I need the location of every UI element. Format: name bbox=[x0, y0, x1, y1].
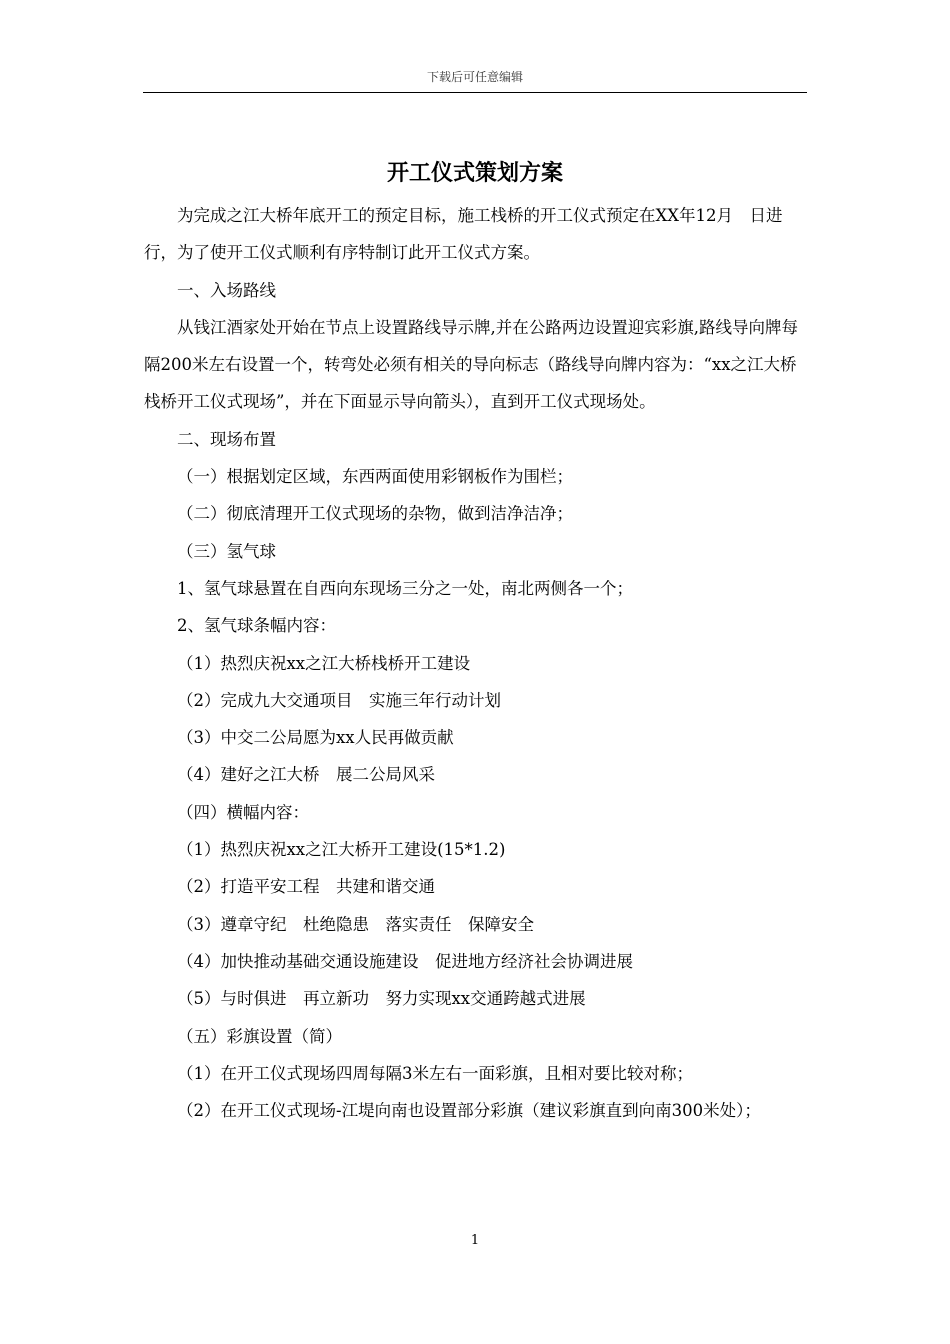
list-item: （3）遵章守纪 杜绝隐患 落实责任 保障安全 bbox=[177, 914, 534, 934]
list-item: （2）完成九大交通项目 实施三年行动计划 bbox=[177, 690, 501, 710]
list-item: （5）与时俱进 再立新功 努力实现xx交通跨越式进展 bbox=[177, 989, 586, 1009]
list-item: （一）根据划定区域，东西两面使用彩钢板作为围栏； bbox=[177, 467, 573, 487]
intro-paragraph: 为完成之江大桥年底开工的预定目标，施工栈桥的开工仪式预定在XX年12月 日进行，为了使开工仪式顺利有序特制订此开工仪式方案。 bbox=[144, 206, 783, 263]
list-item: （4）建好之江大桥 展二公局风采 bbox=[177, 765, 435, 785]
document-body bbox=[144, 197, 808, 1129]
list-item: （2）打造平安工程 共建和谐交通 bbox=[177, 877, 435, 897]
list-item: （二）彻底清理开工仪式现场的杂物，做到洁净洁净； bbox=[177, 504, 573, 524]
page-number: 1 bbox=[470, 1233, 480, 1248]
section-heading-layout: 二、现场布置 bbox=[177, 429, 276, 449]
list-item: （4）加快推动基础交通设施建设 促进地方经济社会协调进展 bbox=[177, 951, 633, 971]
list-item: （三）氢气球 bbox=[177, 541, 276, 561]
route-paragraph: 从钱江酒家处开始在节点上设置路线导示牌,并在公路两边设置迎宾彩旗,路线导向牌每隔200米左右设置一个，转弯处必须有相关的导向标志（路线导向牌内容为：“xx之江大桥栈桥开工仪式现场”，并在下面显示导向箭头），直到开工仪式现场处。 bbox=[144, 317, 798, 412]
header-note: 下载后可任意编辑 bbox=[426, 70, 523, 84]
header-divider bbox=[143, 92, 807, 93]
list-item: 1、氢气球悬置在自西向东现场三分之一处，南北两侧各一个； bbox=[177, 578, 633, 598]
list-item: 2、氢气球条幅内容： bbox=[177, 616, 336, 636]
list-item: （1）热烈庆祝xx之江大桥栈桥开工建设 bbox=[177, 653, 471, 673]
list-item: （2）在开工仪式现场-江堤向南也设置部分彩旗（建议彩旗直到向南300米处）； bbox=[177, 1101, 761, 1121]
list-item: （3）中交二公局愿为xx人民再做贡献 bbox=[177, 728, 454, 748]
section-heading-route: 一、入场路线 bbox=[177, 280, 276, 300]
list-item: （1）在开工仪式现场四周每隔3米左右一面彩旗，且相对要比较对称； bbox=[177, 1063, 693, 1083]
document-title: 开工仪式策划方案 bbox=[386, 161, 563, 186]
list-item: （五）彩旗设置（简） bbox=[177, 1026, 342, 1046]
list-item: （1）热烈庆祝xx之江大桥开工建设(15*1.2) bbox=[177, 840, 506, 860]
list-item: （四）横幅内容： bbox=[177, 802, 309, 822]
